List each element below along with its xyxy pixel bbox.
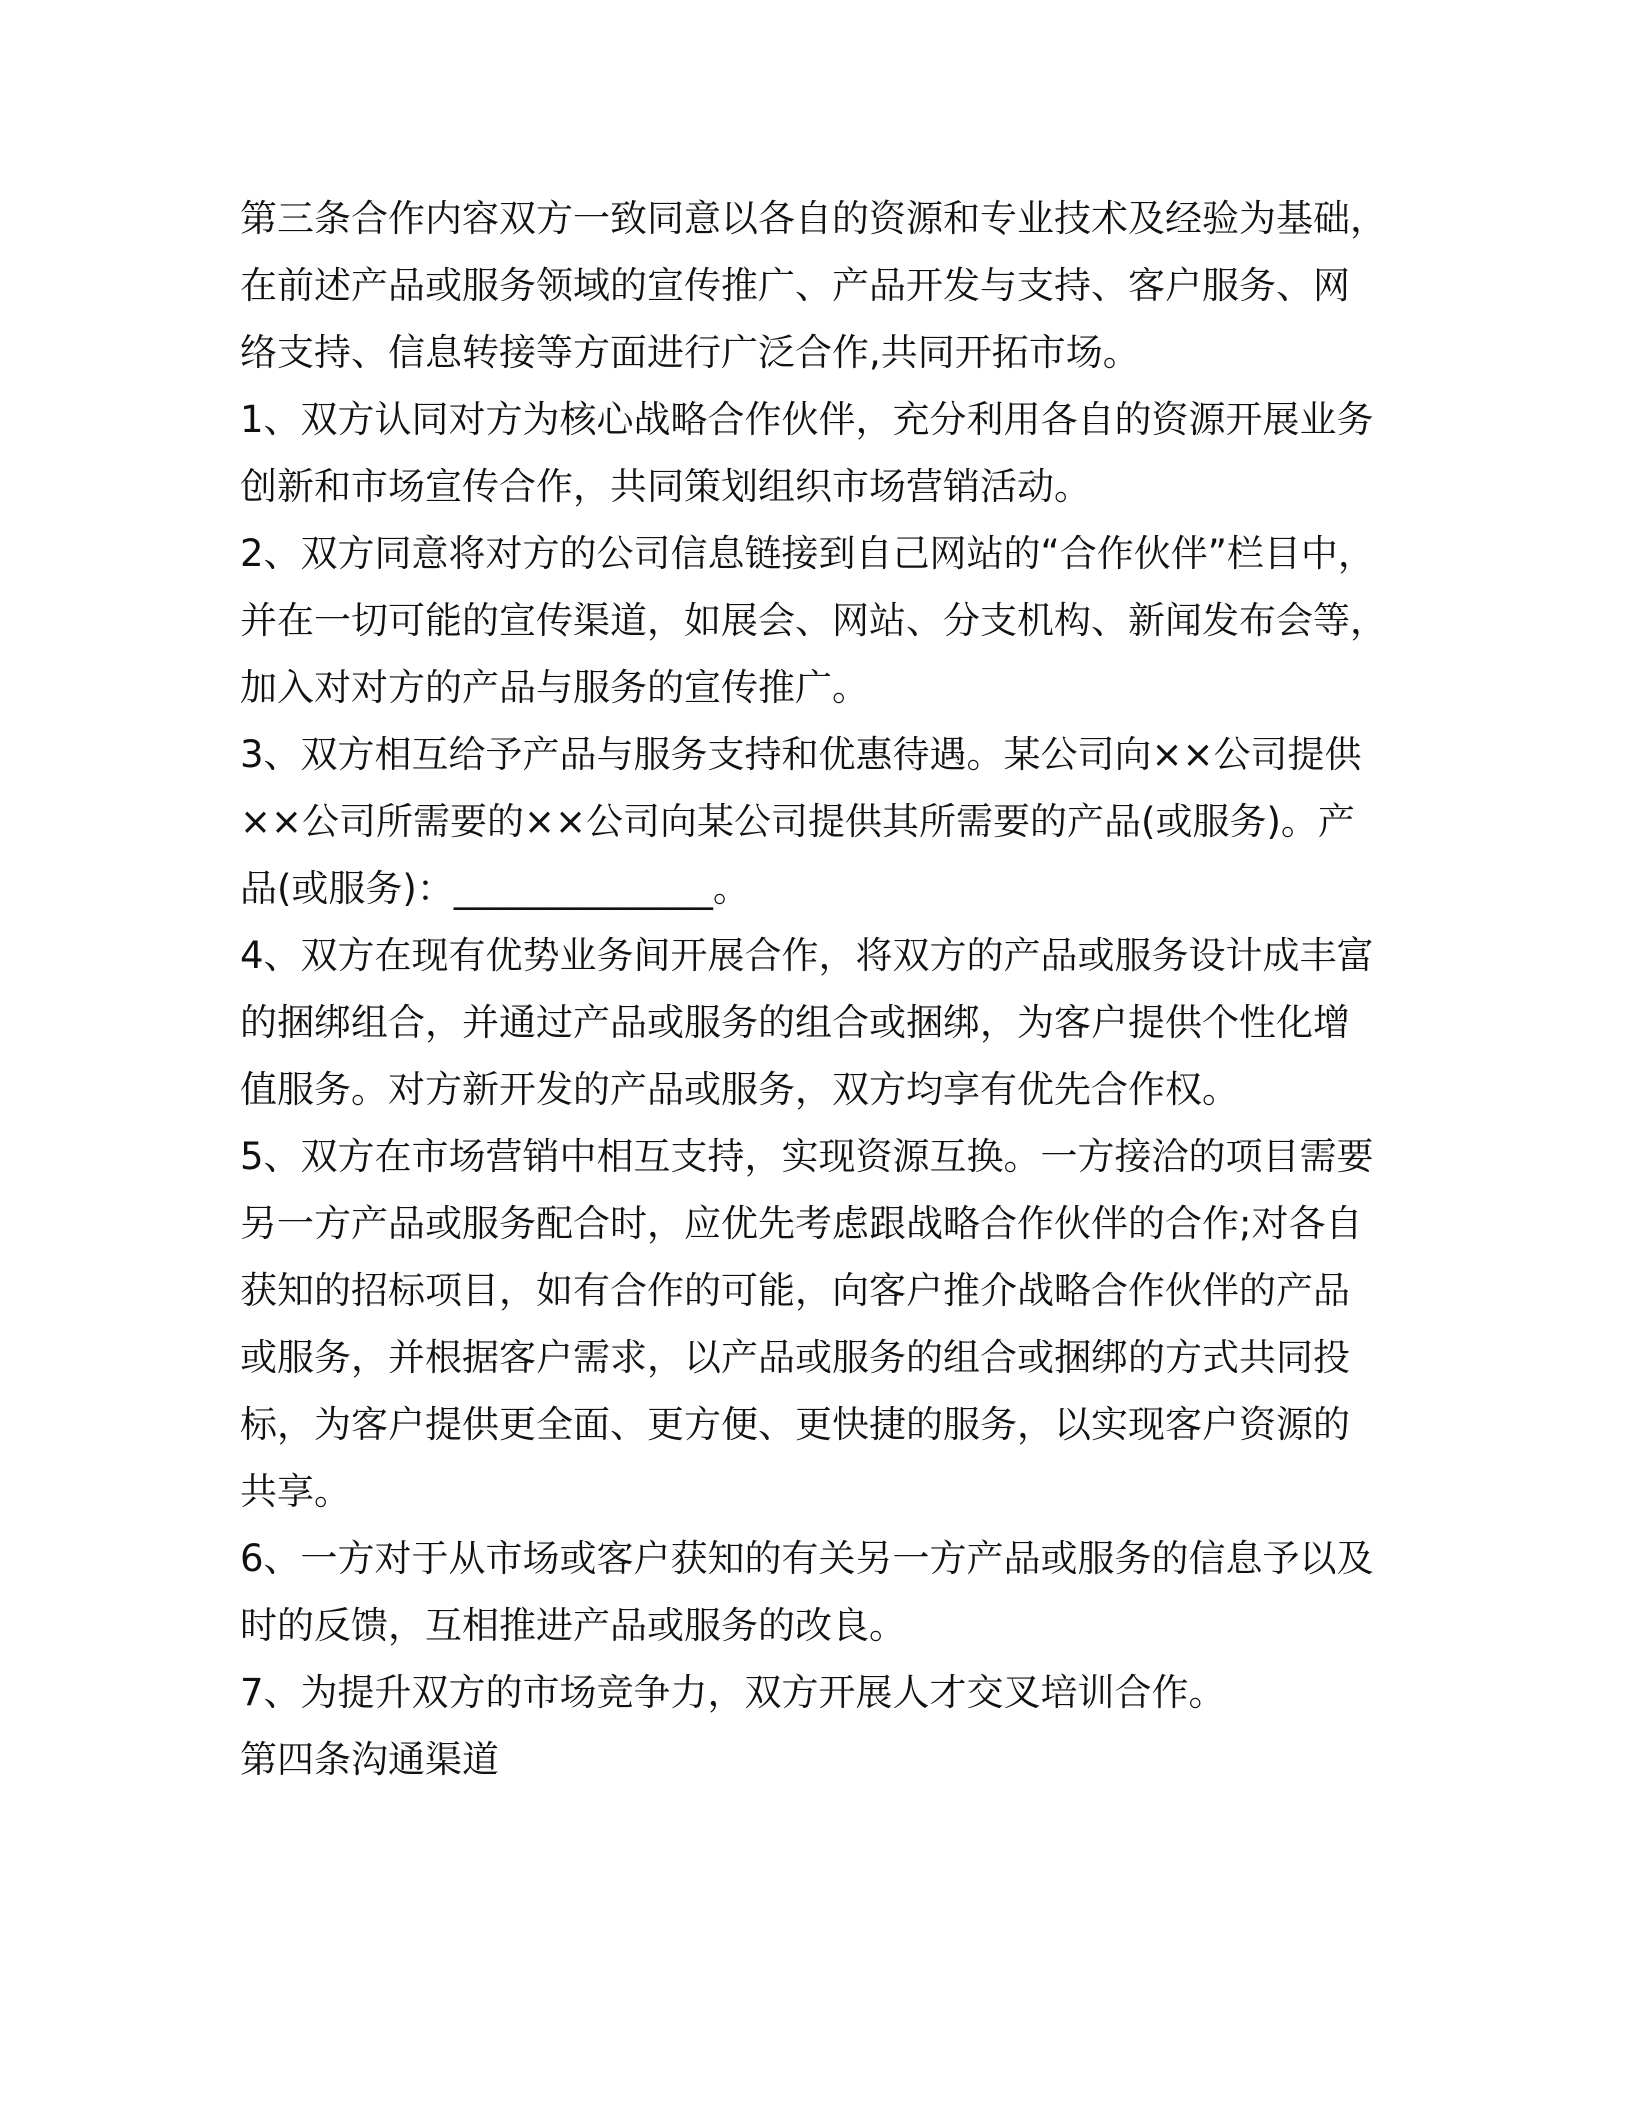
paragraph-item-1 [240, 386, 1420, 520]
paragraph-article-3 [240, 185, 1420, 386]
paragraph-item-7 [240, 1659, 1420, 1726]
text-line: 6、一方对于从市场或客户获知的有关另一方产品或服务的信息予以及 [240, 1537, 1374, 1580]
text-line: 值服务。对方新开发的产品或服务，双方均享有优先合作权。 [240, 1068, 1239, 1111]
text-line: 第四条沟通渠道 [240, 1738, 499, 1781]
text-line: 或服务，并根据客户需求，以产品或服务的组合或捆绑的方式共同投 [240, 1336, 1350, 1379]
text-line: 创新和市场宣传合作，共同策划组织市场营销活动。 [240, 465, 1091, 508]
section-heading-article-4 [240, 1726, 1420, 1793]
text-line: 共享。 [240, 1470, 351, 1513]
text-line: 5、双方在市场营销中相互支持，实现资源互换。一方接洽的项目需要 [240, 1135, 1374, 1178]
text-line: 并在一切可能的宣传渠道，如展会、网站、分支机构、新闻发布会等， [240, 599, 1387, 642]
text-line: 2、双方同意将对方的公司信息链接到自己网站的“合作伙伴”栏目中， [240, 532, 1375, 575]
paragraph-item-2 [240, 520, 1420, 721]
text-line: 4、双方在现有优势业务间开展合作，将双方的产品或服务设计成丰富 [240, 934, 1374, 977]
text-line: 1、双方认同对方为核心战略合作伙伴，充分利用各自的资源开展业务 [240, 398, 1374, 441]
text-line: 另一方产品或服务配合时，应优先考虑跟战略合作伙伴的合作;对各自 [240, 1202, 1363, 1245]
text-line: 标，为客户提供更全面、更方便、更快捷的服务，以实现客户资源的 [240, 1403, 1350, 1446]
text-line: 7、为提升双方的市场竞争力，双方开展人才交叉培训合作。 [240, 1671, 1226, 1714]
text-line: 在前述产品或服务领域的宣传推广、产品开发与支持、客户服务、网 [240, 264, 1350, 307]
text-line: 的捆绑组合，并通过产品或服务的组合或捆绑，为客户提供个性化增 [240, 1001, 1350, 1044]
paragraph-item-4 [240, 922, 1420, 1123]
text-line: 加入对对方的产品与服务的宣传推广。 [240, 666, 869, 709]
paragraph-item-5 [240, 1123, 1420, 1525]
text-line: 3、双方相互给予产品与服务支持和优惠待遇。某公司向××公司提供 [240, 733, 1362, 776]
text-line: 络支持、信息转接等方面进行广泛合作,共同开拓市场。 [240, 331, 1140, 374]
paragraph-item-6 [240, 1525, 1420, 1659]
text-line: 品(或服务)：______________。 [240, 867, 750, 910]
text-line: 第三条合作内容双方一致同意以各自的资源和专业技术及经验为基础， [240, 197, 1387, 240]
text-line: 获知的招标项目，如有合作的可能，向客户推介战略合作伙伴的产品 [240, 1269, 1350, 1312]
text-line: 时的反馈，互相推进产品或服务的改良。 [240, 1604, 906, 1647]
document-body [240, 185, 1420, 1793]
paragraph-item-3 [240, 721, 1420, 922]
text-line: ××公司所需要的××公司向某公司提供其所需要的产品(或服务)。产 [240, 800, 1355, 843]
